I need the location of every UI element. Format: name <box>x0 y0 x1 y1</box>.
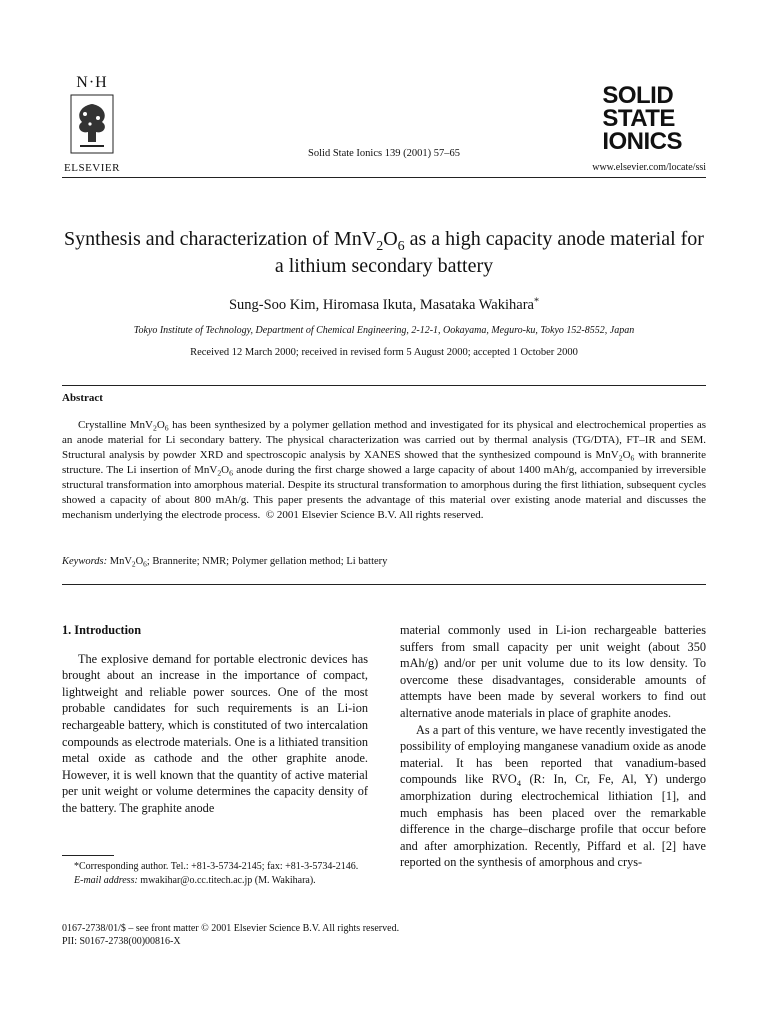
publisher-logo <box>60 74 124 174</box>
author-list: Sung-Soo Kim, Hiromasa Ikuta, Masataka Wakihara* <box>228 296 540 313</box>
journal-logo-line: SOLID <box>602 82 674 109</box>
journal-logo <box>602 84 682 153</box>
email-note <box>62 874 368 888</box>
intro-paragraph-continued: material commonly used in Li-ion rechargeable batteries suffers from small capacity per unit weight (about 350 mAh/g) and/or per unit volume due to its low density. To overcome these disadvantages, considerable amounts of attempts have been made by several workers to find out alternative anode materials in place of graphite anodes. <box>400 623 706 720</box>
journal-url[interactable]: www.elsevier.com/locate/ssi <box>592 162 706 173</box>
journal-logo-line: IONICS <box>602 128 682 155</box>
journal-reference: Solid State Ionics 139 (2001) 57–65 <box>308 148 460 159</box>
email-label: E-mail address: <box>74 874 138 886</box>
footnote-divider <box>62 855 114 856</box>
journal-logo-line: STATE <box>602 105 675 132</box>
intro-paragraph: The explosive demand for portable electronic devices has brought about an increase in the importance of compact, lightweight and reliable power sources. One of the most probable candidates for such requirements is an Li-ion rechargeable battery, which is constituted of two intercalation compounds as electrode materials. One is a lithiated transition metal oxide as cathode and the other graphite anode. However, it is well known that the quantity of active material per unit weight or volume determines the capacity density of the battery. The graphite anode <box>62 651 368 815</box>
abstract-bottom-divider <box>62 584 706 585</box>
corresponding-author-note: *Corresponding author. Tel.: +81-3-5734-2145; fax: +81-3-5734-2146. <box>74 861 359 872</box>
keywords-label: Keywords: <box>62 556 108 567</box>
right-column <box>400 622 706 871</box>
keywords-list: $MnV_2O_6$; Brannerite; NMR; Polymer gellation method; Li battery <box>107 556 388 569</box>
footer-info <box>62 922 399 948</box>
elsevier-tree-icon <box>70 94 114 154</box>
publisher-mark: N·H <box>76 74 108 91</box>
received-dates: Received 12 March 2000; received in revised form 5 August 2000; accepted 1 October 2000 <box>190 347 578 358</box>
footnote <box>62 860 368 887</box>
header-divider <box>62 177 706 178</box>
abstract-top-divider <box>62 385 706 386</box>
abstract-heading: Abstract <box>62 392 103 404</box>
affiliation: Tokyo Institute of Technology, Department of Chemical Engineering, 2-12-1, Ookayama, Meguro-ku, Tokyo 152-8552, Japan <box>133 325 635 336</box>
keywords <box>62 556 387 567</box>
article-title: Synthesis and characterization of $MnV_2O_6$ as a high capacity anode material for a lithium secondary battery <box>64 228 704 277</box>
email-address[interactable]: mwakihar@o.cc.titech.ac.jp (M. Wakihara). <box>137 874 316 886</box>
left-column <box>62 622 368 817</box>
abstract-body: Crystalline $MnV_2O_6$ has been synthesized by a polymer gellation method and investigated for its physical and electrochemical properties as an anode material for Li secondary battery. The physical characterization was carried out by thermal analysis (TG/DTA), FT–IR and SEM. Structural analysis by powder XRD and spectroscopic analysis by XANES showed that the synthesized compound is $MnV_2O_6$ with brannerite structure. The Li insertion of $MnV_2O_6$ anode during the first charge showed a large capacity of about 1400 mAh/g, accompanied by irreversible structural transformation into amorphous material. Despite its structural transformation to amorphous during the first lithiation, subsequent cycles showed a capacity of about 800 mAh/g. This paper presents the advantage of this material over existing anode material and discusses the mechanism underlying the electrode process. © 2001 Elsevier Science B.V. All rights reserved. <box>62 419 706 521</box>
issn-line: 0167-2738/01/$ – see front matter © 2001 Elsevier Science B.V. All rights reserved. <box>62 923 400 934</box>
publisher-name: ELSEVIER <box>64 162 120 174</box>
pii-line: PII: S0167-2738(00)00816-X <box>62 936 181 947</box>
section-heading: 1. Introduction <box>62 623 142 637</box>
intro-paragraph: As a part of this venture, we have recently investigated the possibility of employing manganese vanadium oxide as anode material. It has been reported that vanadium-based compounds like $RVO_4$ (R: In, Cr, Fe, Al, Y) undergo amorphization during electrochemical lithiation [1], and much emphasis has been placed over the remarkable difference in the charge–discharge profile that occur before and after amorphization. Recently, Piffard et al. [2] have reported on the synthesis of amorphous and crys- <box>400 722 707 870</box>
